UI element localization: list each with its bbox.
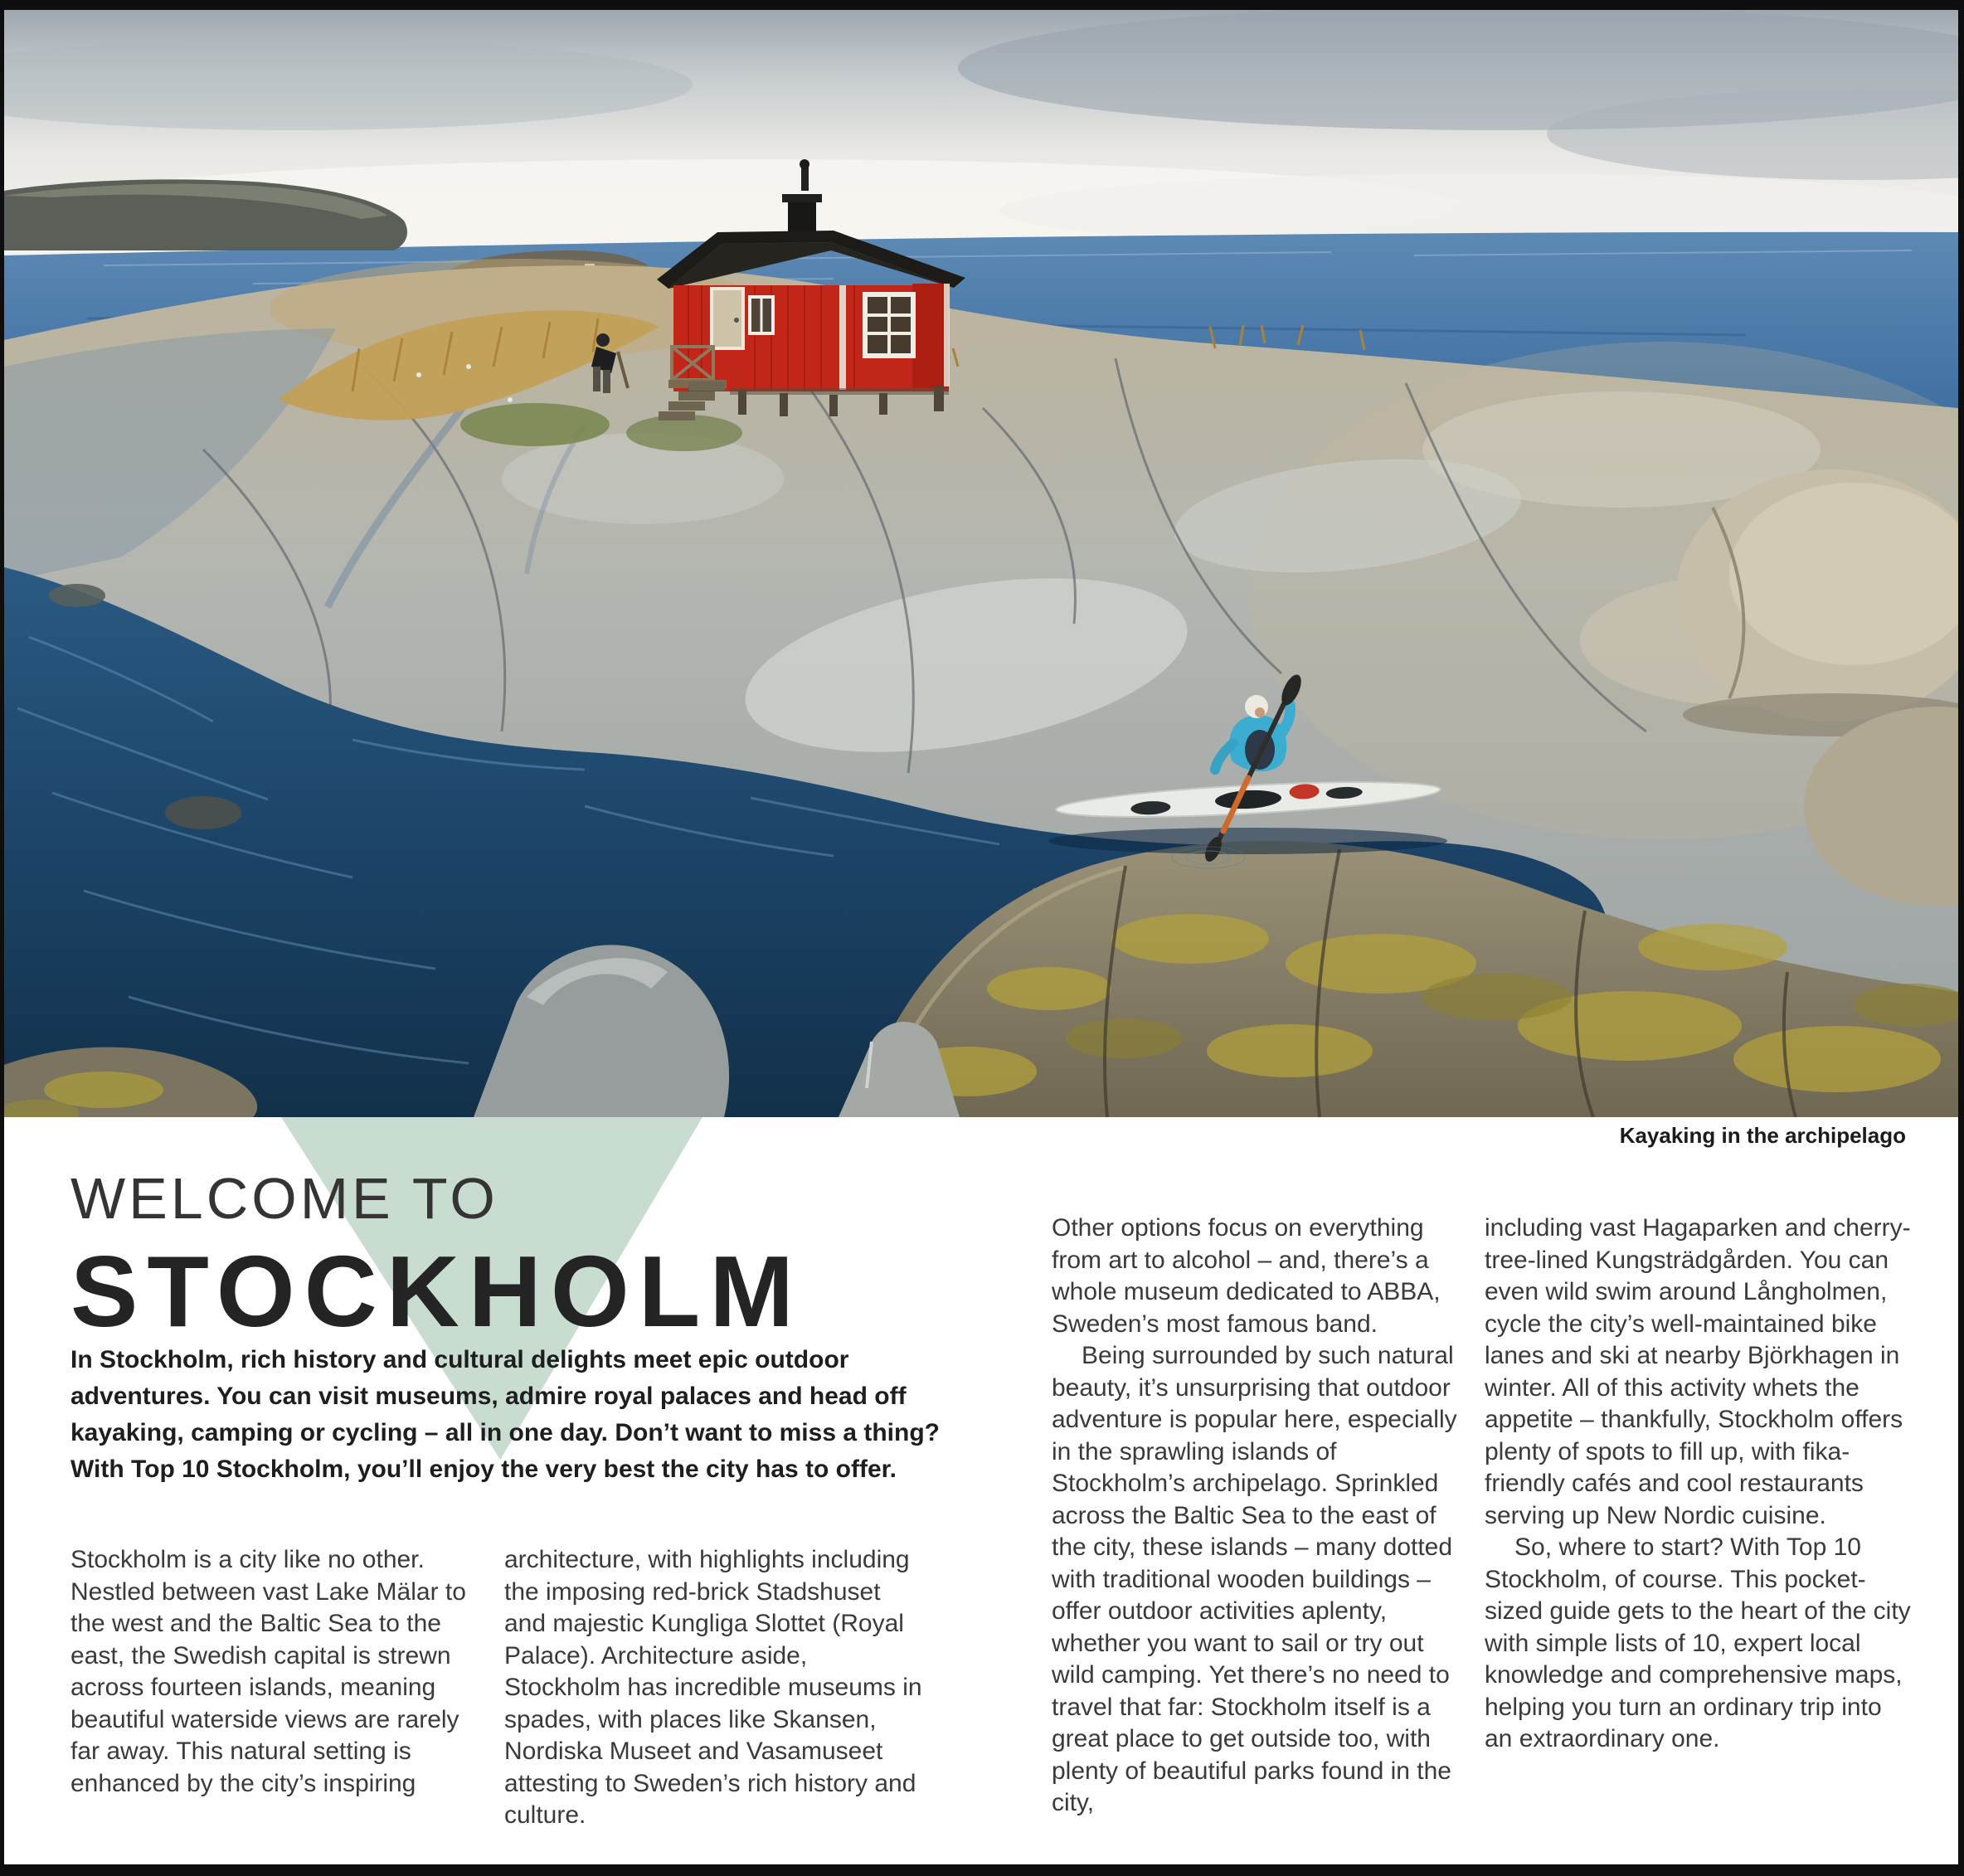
text-column-1 xyxy=(70,1544,489,1800)
page-edge-bottom xyxy=(0,1864,1964,1876)
page-edge-top xyxy=(0,0,1964,10)
column-paragraph: including vast Hagaparken and cherry-tree-lined Kungsträdgården. You can even wild swim around Långholmen, cycle the city’s well-maintained bike lanes and ski at nearby Björkhagen in winter. All of this activity whets the appetite – thankfully, Stockholm offers plenty of spots to fill up, with fika-friendly cafés and cool restaurants serving up New Nordic cuisine. xyxy=(1485,1214,1911,1529)
column-paragraph: architecture, with highlights including the imposing red-brick Stadshuset and majestic Kungliga Slottet (Royal Palace). Architecture aside, Stockholm has incredible museums in spades, with places like Skansen, Nordiska Museet and Vasamuseet attesting to Sweden’s rich history and culture. xyxy=(504,1546,922,1829)
photo-illustration xyxy=(4,10,1958,1117)
text-column-4 xyxy=(1485,1213,1912,1756)
intro-paragraph: In Stockholm, rich history and cultural delights meet epic outdoor adventures. You can visit museums, admire royal palaces and head off kayaking, camping or cycling – all in one day. Don’t want to miss a thing? With Top 10 Stockholm, you’ll enjoy the very best the city has to offer. xyxy=(70,1346,940,1483)
title-kicker: WELCOME TO xyxy=(70,1166,498,1231)
column-paragraph: So, where to start? With Top 10 Stockholm, of course. This pocket-sized guide gets to the heart of the city with simple lists of 10, expert local knowledge and comprehensive maps, helping you turn an ordinary trip into an extraordinary one. xyxy=(1485,1533,1911,1752)
page-edge-right xyxy=(1958,0,1964,1876)
column-paragraph: Being surrounded by such natural beauty, it’s unsurprising that outdoor adventure is popular here, especially in the sprawling islands of Stockholm’s archipelago. Sprinkled across the Baltic Sea to the east of the city, these islands – many dotted with traditional wooden buildings – offer outdoor activities aplenty, whether you want to sail or try out wild camping. Yet there’s no need to travel that far: Stockholm itself is a great place to get outside too, with plenty of beautiful parks found in the city, xyxy=(1052,1342,1457,1816)
page-edge-left xyxy=(0,0,4,1876)
page-title xyxy=(70,1166,803,1348)
photo-caption: Kayaking in the archipelago xyxy=(1619,1123,1906,1148)
title-city: STOCKHOLM xyxy=(70,1235,803,1348)
archipelago-photo xyxy=(4,10,1958,1117)
text-column-2 xyxy=(504,1544,927,1832)
column-paragraph: Stockholm is a city like no other. Nestled between vast Lake Mälar to the west and the Baltic Sea to the east, the Swedish capital is strewn across fourteen islands, meaning beautiful waterside views are rarely far away. This natural setting is enhanced by the city’s inspiring xyxy=(70,1546,466,1797)
column-paragraph: Other options focus on everything from art to alcohol – and, there’s a whole museum dedicated to ABBA, Sweden’s most famous band. xyxy=(1052,1214,1441,1338)
text-column-3 xyxy=(1052,1213,1466,1820)
